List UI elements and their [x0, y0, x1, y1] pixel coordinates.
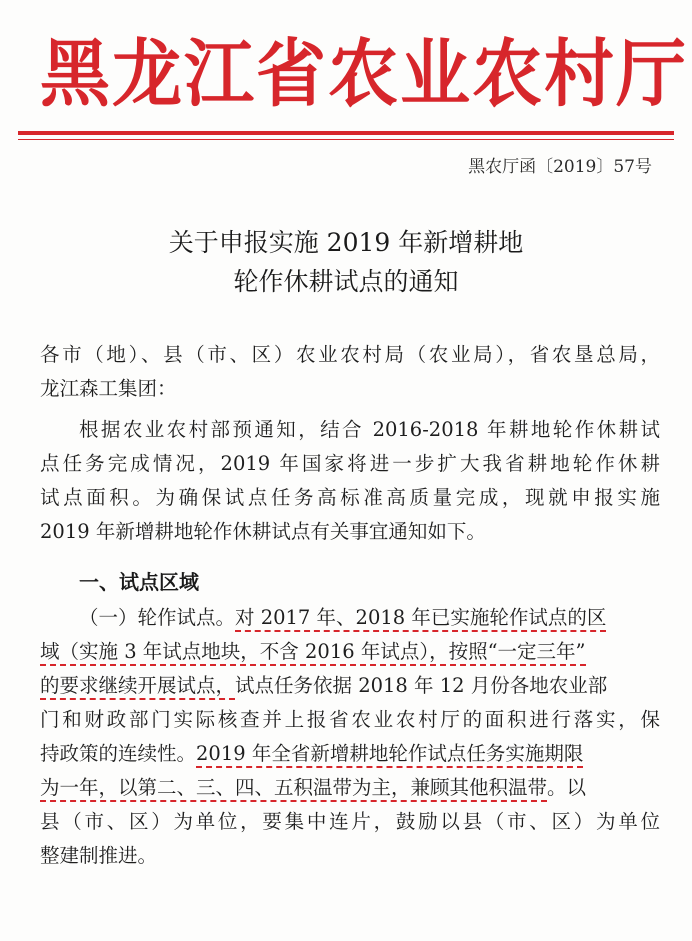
title-line-2: 轮作休耕试点的通知 — [233, 267, 459, 296]
sub1-heading: （一）轮作试点。 — [79, 606, 236, 629]
underlined-text: 对 2017 年、2018 年已实施轮作试点的区 — [235, 606, 606, 632]
plain-text: 试点任务依据 2018 年 12 月份各地农业部 — [235, 674, 608, 697]
document-number: 黑农厅函〔2019〕57号 — [468, 157, 652, 177]
addressee — [40, 338, 660, 406]
intro-line-1: 根据农业农村部预通知，结合 2016-2018 年耕地轮作休耕试 — [79, 418, 660, 441]
sub1-line-1 — [40, 601, 660, 635]
underlined-text: 的要求继续开展试点， — [40, 674, 235, 700]
intro-paragraph — [40, 413, 660, 549]
letterhead-rule-thin — [18, 139, 674, 140]
sub1-line-8: 整建制推进。 — [40, 844, 158, 867]
sub1-line-2 — [40, 635, 660, 669]
sub1-line-4: 门和财政部门实际核查并上报省农业农村厅的面积进行落实，保 — [40, 708, 660, 731]
sub1-line-7: 县（市、区）为单位，要集中连片，鼓励以县（市、区）为单位 — [40, 810, 660, 833]
plain-text: 持政策的连续性。 — [40, 742, 197, 765]
letterhead-title: 黑龙江省农业农村厅 — [40, 30, 688, 118]
plain-text: 。以 — [547, 776, 587, 799]
addressee-line-1: 各市（地）、县（市、区）农业农村局（农业局），省农垦总局， — [40, 343, 660, 366]
subsection-1-paragraph — [40, 601, 660, 873]
sub1-line-6 — [40, 771, 660, 805]
section-heading-1: 一、试点区域 — [79, 570, 199, 594]
sub1-line-5 — [40, 737, 660, 771]
intro-line-3: 试点面积。为确保试点任务高标准高质量完成，现就申报实施 — [40, 486, 660, 509]
title-line-1: 关于申报实施 2019 年新增耕地 — [168, 228, 524, 257]
underlined-text: 域（实施 3 年试点地块，不含 2016 年试点），按照“一定三年” — [40, 640, 586, 666]
sub1-line-3 — [40, 669, 660, 703]
letterhead-rule-thick — [18, 131, 674, 135]
underlined-text: 2019 年全省新增耕地轮作试点任务实施期限 — [196, 742, 583, 768]
intro-line-2: 点任务完成情况，2019 年国家将进一步扩大我省耕地轮作休耕 — [40, 452, 660, 475]
intro-line-4: 2019 年新增耕地轮作休耕试点有关事宜通知如下。 — [40, 520, 486, 543]
addressee-line-2: 龙江森工集团： — [40, 377, 177, 400]
underlined-text: 为一年，以第二、三、四、五积温带为主，兼顾其他积温带 — [40, 776, 547, 802]
